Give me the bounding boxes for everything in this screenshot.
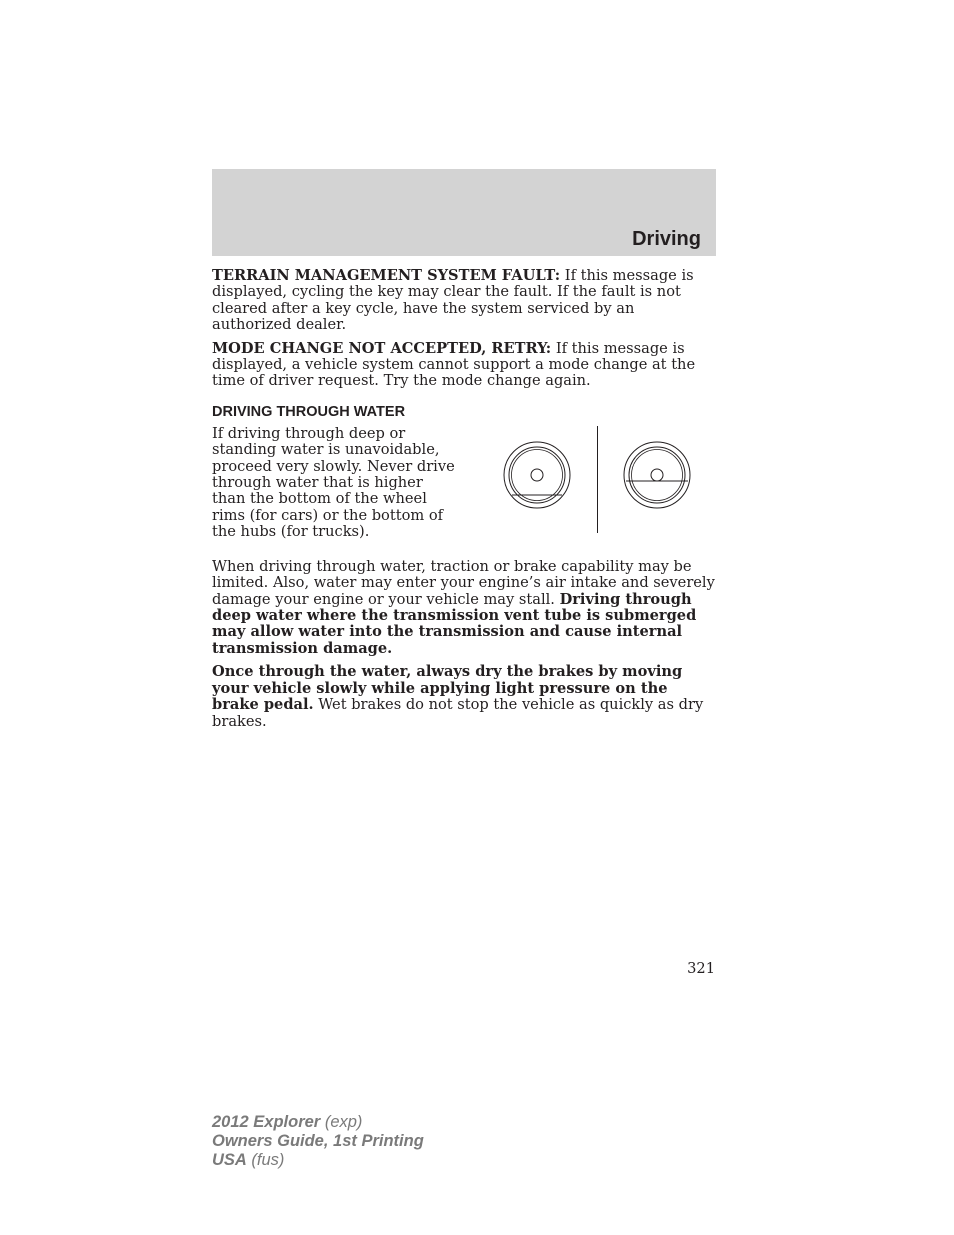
- traction-text: When driving through water, traction or brake capability may be limited. Also, water may enter your engine’s air intake and severely damage your engine or your vehicle may stall.: [212, 557, 715, 608]
- footer-market-code: (fus): [246, 1151, 285, 1169]
- water-intro-text: If driving through deep or standing water is unavoidable, proceed very slowly. Never drive through water that is higher than the bottom of the wheel rims (for cars) or the bottom of the hubs (for trucks).: [212, 424, 455, 541]
- terrain-fault-text: If this message is displayed, cycling the key may clear the fault. If the fault is not cleared after a key cycle, have the system serviced by an authorized dealer.: [212, 267, 694, 334]
- mode-change-lead: MODE CHANGE NOT ACCEPTED, RETRY:: [212, 339, 552, 357]
- water-intro-row: [212, 426, 716, 559]
- brakes-paragraph: [212, 664, 716, 730]
- page-content: [212, 268, 716, 737]
- brakes-warning: Once through the water, always dry the brakes by moving your vehicle slowly while applying light pressure on the brake pedal.: [212, 663, 683, 714]
- wheel-water-level-illustration: [500, 426, 700, 534]
- driving-through-water-heading: DRIVING THROUGH WATER: [212, 403, 406, 420]
- footer-model: 2012 Explorer: [212, 1113, 321, 1131]
- traction-paragraph: [212, 559, 716, 657]
- truck-wheel-icon: [624, 442, 690, 508]
- brakes-text: Wet brakes do not stop the vehicle as quickly as dry brakes.: [212, 696, 704, 730]
- footer-guide: Owners Guide, 1st Printing: [212, 1132, 424, 1150]
- footer-line-guide: [212, 1132, 424, 1151]
- footer-market: USA: [212, 1151, 247, 1169]
- section-title: Driving: [632, 228, 701, 250]
- terrain-fault-lead: TERRAIN MANAGEMENT SYSTEM FAULT:: [212, 267, 561, 284]
- page-number: 321: [687, 960, 715, 977]
- terrain-fault-paragraph: [212, 268, 716, 334]
- car-wheel-icon: [504, 442, 570, 508]
- transmission-warning: Driving through deep water where the transmission vent tube is submerged may allow water into the transmission and cause internal transmission damage.: [212, 590, 697, 657]
- footer-model-code: (exp): [320, 1113, 363, 1131]
- section-header-band: [212, 169, 716, 256]
- footer-imprint: [212, 1113, 424, 1170]
- mode-change-paragraph: [212, 341, 716, 390]
- mode-change-text: If this message is displayed, a vehicle system cannot support a mode change at the time of driver request. Try the mode change again.: [212, 339, 696, 390]
- footer-line-market: [212, 1151, 424, 1170]
- footer-line-model: [212, 1113, 424, 1132]
